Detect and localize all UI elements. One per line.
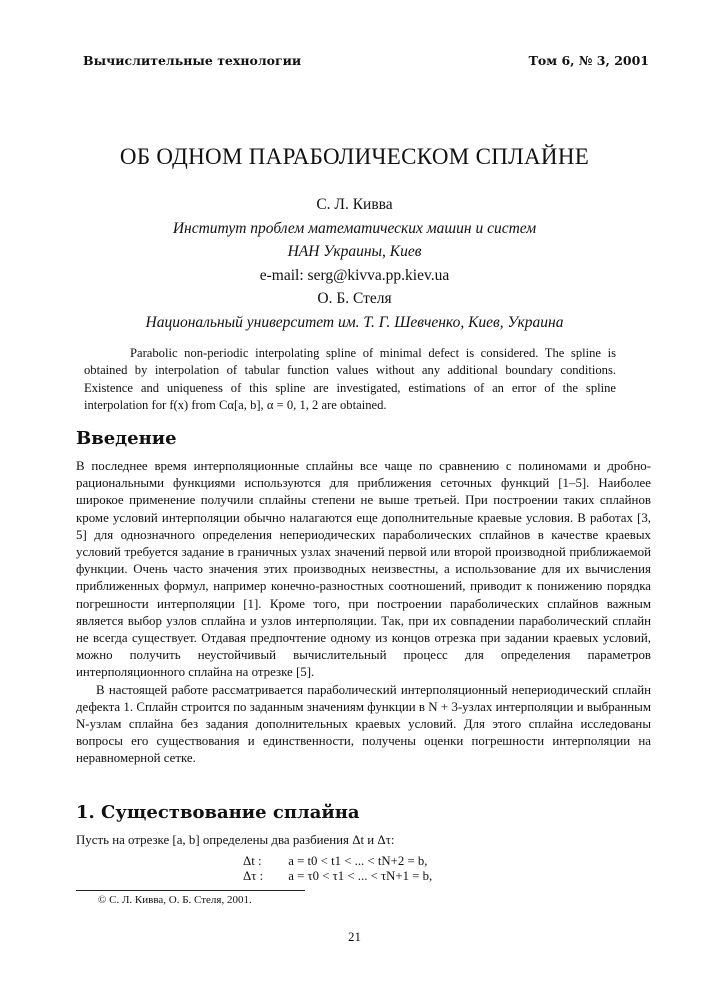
formula-row-1 <box>243 854 432 869</box>
copyright-footnote: © С. Л. Кивва, О. Б. Стеля, 2001. <box>98 894 252 906</box>
intro-paragraph-2: В настоящей работе рассматривается параболический интерполяционный непериодический сплайн дефекта 1. Сплайн строится по заданным значениям функции в N + 3-узлах интерполяции и выбранным N-узлам сплайна без задания дополнительных краевых условий. Для этого сплайна исследованы вопросы его существования и единственности, получены оценки погрешности интерполяции на неравномерной сетке. <box>76 682 651 766</box>
paper-title: ОБ ОДНОМ ПАРАБОЛИЧЕСКОМ СПЛАЙНЕ <box>119 144 590 169</box>
formula-row-2 <box>243 869 432 884</box>
formula-2-label: Δτ : <box>243 868 264 883</box>
author-1: С. Л. Кивва <box>316 196 393 213</box>
author-block <box>0 193 709 334</box>
formula-1: a = t0 < t1 < ... < tN+2 = b, <box>288 854 428 868</box>
affiliation-2: Национальный университет им. Т. Г. Шевченко, Киев, Украина <box>145 313 564 331</box>
author-2: О. Б. Стеля <box>317 290 392 307</box>
section-1-text: Пусть на отрезке [a, b] определены два разбиения Δt и Δτ: <box>76 833 395 847</box>
affiliation-1-line-1: Институт проблем математических машин и систем <box>172 219 537 237</box>
page-number: 21 <box>348 929 361 944</box>
intro-body <box>76 458 651 768</box>
formula-1-label: Δt : <box>243 854 262 868</box>
author-email: e-mail: serg@kivva.pp.kiev.ua <box>259 266 450 284</box>
issue-info: Том 6, № 3, 2001 <box>528 53 649 68</box>
section-heading-intro: Введение <box>76 428 177 449</box>
section-heading-1: 1. Существование сплайна <box>76 802 360 823</box>
formula-2: a = τ0 < τ1 < ... < τN+1 = b, <box>288 868 433 883</box>
abstract: Parabolic non-periodic interpolating spline of minimal defect is considered. The spline is obtained by interpolation of tabular function values without any additional boundary conditions. Existence and uniqueness of this spline are investigated, estimations of an error of the spline interpolation for f(x) from Cα[a, b], α = 0, 1, 2 are obtained. <box>84 346 616 413</box>
footnote-divider <box>76 890 305 891</box>
section-1-body <box>76 832 651 849</box>
partition-formulas <box>243 854 432 883</box>
journal-name: Вычислительные технологии <box>83 53 302 68</box>
running-header <box>83 53 649 71</box>
intro-paragraph-1: В последнее время интерполяционные сплайны все чаще по сравнению с полиномами и дробно-рациональными функциями используются для приближения сеточных функций [1–5]. Наиболее широкое применение получили сплайны степени не выше третьей. При построении таких сплайнов кроме условий интерполяции обычно налагаются еще дополнительные краевые условия. В работах [3, 5] для однозначного определения непериодических параболических сплайнов в качестве краевых условий требуется задание в граничных узлах значений первой или второй производной приближаемой функции. Очень часто значения этих производных неизвестны, а использование для их вычисления приближенных формул, например конечно-разностных соотношений, приводит к понижению порядка погрешности интерполяции [1]. Кроме того, при построении параболических сплайнов важным является выбор узлов сплайна и узлов интерполяции. Так, при их совпадении параболический сплайн не всегда существует. Отдавая предпочтение одному из концов отрезка при задании краевых условий, можно получить неустойчивый вычислительный процесс для определения параметров интерполяционного сплайна на отрезке [5]. <box>76 459 651 680</box>
affiliation-1-line-2: НАН Украины, Киев <box>287 243 422 260</box>
